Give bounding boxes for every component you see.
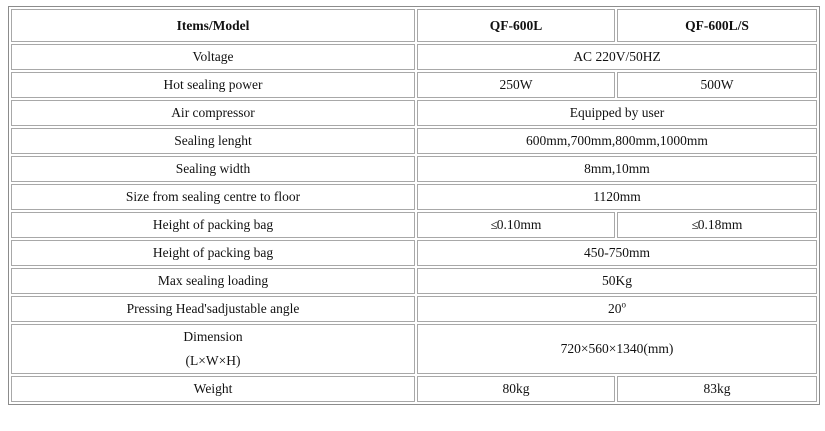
row-label: Height of packing bag — [11, 240, 415, 266]
row-label: Sealing lenght — [11, 128, 415, 154]
header-model-a: QF-600L — [417, 9, 615, 42]
spec-table — [8, 6, 820, 405]
row-value: 50Kg — [417, 268, 817, 294]
row-label: Hot sealing power — [11, 72, 415, 98]
row-value: 8mm,10mm — [417, 156, 817, 182]
header-items-model: Items/Model — [11, 9, 415, 42]
row-value-a: 250W — [417, 72, 615, 98]
row-value-b — [617, 212, 817, 238]
value-text: 0.10mm — [496, 217, 542, 232]
table-row — [11, 100, 817, 126]
row-label: Size from sealing centre to floor — [11, 184, 415, 210]
row-value-b: 500W — [617, 72, 817, 98]
row-value: 720×560×1340(mm) — [417, 324, 817, 374]
row-label-line: (L×W×H) — [185, 353, 241, 368]
spec-table-container — [8, 6, 816, 420]
row-label: Weight — [11, 376, 415, 402]
table-row — [11, 296, 817, 322]
table-row — [11, 376, 817, 402]
table-row — [11, 72, 817, 98]
row-label: Sealing width — [11, 156, 415, 182]
row-label: Height of packing bag — [11, 212, 415, 238]
row-label — [11, 324, 415, 374]
less-equal-icon: ≤ — [490, 217, 496, 232]
row-value — [417, 296, 817, 322]
table-row — [11, 184, 817, 210]
row-value: 450-750mm — [417, 240, 817, 266]
row-value-a: 80kg — [417, 376, 615, 402]
table-row — [11, 240, 817, 266]
row-value: AC 220V/50HZ — [417, 44, 817, 70]
row-label: Voltage — [11, 44, 415, 70]
row-label-line: Dimension — [183, 329, 243, 344]
value-text: 0.18mm — [697, 217, 743, 232]
row-value-b: 83kg — [617, 376, 817, 402]
table-row — [11, 44, 817, 70]
row-value-a — [417, 212, 615, 238]
value-text: 20 — [608, 301, 622, 316]
row-label: Air compressor — [11, 100, 415, 126]
table-row — [11, 324, 817, 374]
row-label: Max sealing loading — [11, 268, 415, 294]
row-value: 600mm,700mm,800mm,1000mm — [417, 128, 817, 154]
table-row — [11, 268, 817, 294]
table-row — [11, 212, 817, 238]
degree-superscript: o — [621, 299, 626, 310]
header-model-b: QF-600L/S — [617, 9, 817, 42]
table-row — [11, 128, 817, 154]
less-equal-icon: ≤ — [691, 217, 697, 232]
row-value: Equipped by user — [417, 100, 817, 126]
table-row — [11, 156, 817, 182]
table-header-row — [11, 9, 817, 42]
row-label: Pressing Head'sadjustable angle — [11, 296, 415, 322]
row-value: 1120mm — [417, 184, 817, 210]
